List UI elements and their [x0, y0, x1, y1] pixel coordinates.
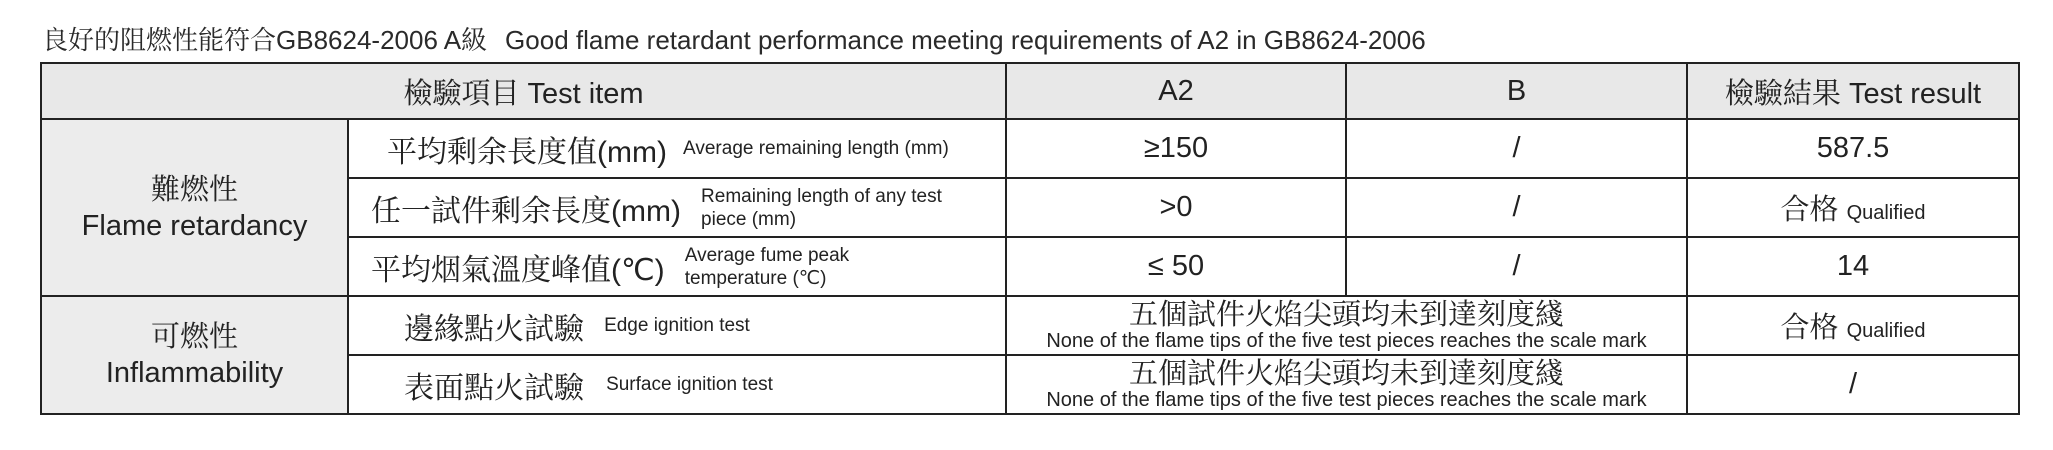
table-row — [41, 296, 2019, 355]
result-text: / — [1848, 368, 1858, 400]
test-item-zh: 平均剩余長度值(mm) — [387, 135, 667, 169]
category-inflammability — [41, 296, 348, 414]
b-value: / — [1346, 237, 1687, 296]
requirement-en: None of the flame tips of the five test pieces reaches the scale mark — [1046, 388, 1647, 411]
test-item-zh: 平均烟氣溫度峰值(℃) — [371, 253, 665, 287]
result-text-en: Qualified — [1846, 320, 1926, 342]
test-item-en: Surface ignition test — [606, 374, 773, 395]
test-item-zh: 表面點火試驗 — [404, 371, 584, 405]
test-item — [348, 237, 1006, 296]
caption-zh: 良好的阻燃性能符合GB8624-2006 A級 — [42, 25, 488, 55]
result-value — [1687, 296, 2019, 355]
header-test-item: 檢驗項目 Test item — [41, 63, 1006, 119]
test-item-en: Average fume peak temperature (℃) — [684, 244, 850, 289]
header-b: B — [1346, 63, 1687, 119]
result-text: 14 — [1836, 250, 1870, 282]
result-value — [1687, 237, 2019, 296]
result-text: 587.5 — [1816, 132, 1890, 164]
test-item — [348, 178, 1006, 237]
test-item-zh: 邊緣點火試驗 — [404, 312, 584, 346]
result-text: 合格 — [1780, 194, 1839, 226]
result-value — [1687, 119, 2019, 178]
requirement-zh: 五個試件火焰尖頭均未到達刻度綫 — [1128, 357, 1564, 390]
flame-test-table — [40, 62, 2020, 415]
b-value: / — [1346, 119, 1687, 178]
result-text-en: Qualified — [1846, 202, 1926, 224]
table-caption — [42, 20, 1426, 57]
requirement-zh: 五個試件火焰尖頭均未到達刻度綫 — [1128, 298, 1564, 331]
b-value: / — [1346, 178, 1687, 237]
test-item-en: Edge ignition test — [604, 315, 750, 336]
a2-b-requirement — [1006, 296, 1687, 355]
header-row — [41, 63, 2019, 119]
result-text: 合格 — [1780, 312, 1839, 344]
a2-value: ≥150 — [1006, 119, 1346, 178]
test-item — [348, 119, 1006, 178]
category-en: Flame retardancy — [81, 209, 308, 242]
test-item-en: Average remaining length (mm) — [683, 138, 949, 159]
caption-en: Good flame retardant performance meeting requirements of A2 in GB8624-2006 — [505, 25, 1426, 55]
a2-b-requirement — [1006, 355, 1687, 414]
test-item — [348, 296, 1006, 355]
test-item — [348, 355, 1006, 414]
result-value — [1687, 178, 2019, 237]
category-zh: 可燃性 — [150, 321, 238, 353]
category-en: Inflammability — [105, 357, 284, 389]
table-row — [41, 119, 2019, 178]
category-flame-retardancy — [41, 119, 348, 296]
requirement-en: None of the flame tips of the five test pieces reaches the scale mark — [1046, 329, 1647, 352]
header-result: 檢驗結果 Test result — [1687, 63, 2019, 119]
header-a2: A2 — [1006, 63, 1346, 119]
result-value — [1687, 355, 2019, 414]
a2-value: >0 — [1006, 178, 1346, 237]
test-item-en: Remaining length of any test piece (mm) — [701, 185, 942, 230]
test-item-zh: 任一試件剩余長度(mm) — [371, 194, 681, 228]
category-zh: 難燃性 — [150, 173, 238, 206]
a2-value: ≤ 50 — [1006, 237, 1346, 296]
